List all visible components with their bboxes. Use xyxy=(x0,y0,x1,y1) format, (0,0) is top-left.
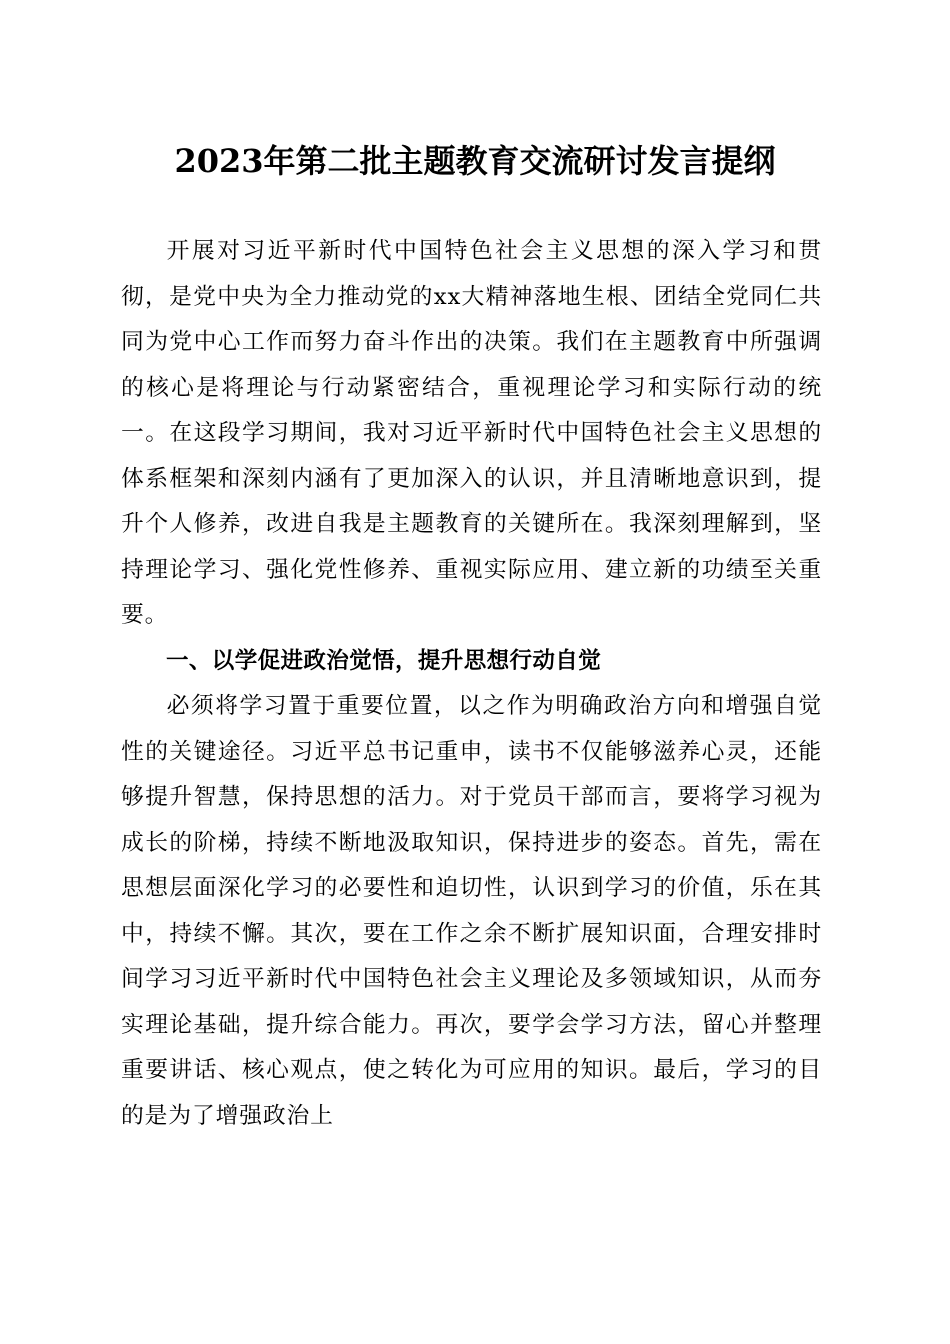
intro-paragraph: 开展对习近平新时代中国特色社会主义思想的深入学习和贯彻，是党中央为全力推动党的xx大精神落地生根、团结全党同仁共同为党中心工作而努力奋斗作出的决策。我们在主题教育中所强调的核心是将理论与行动紧密结合，重视理论学习和实际行动的统一。在这段学习期间，我对习近平新时代中国特色社会主义思想的体系框架和深刻内涵有了更加深入的认识，并且清晰地意识到，提升个人修养，改进自我是主题教育的关键所在。我深刻理解到，坚持理论学习、强化党性修养、重视实际应用、建立新的功绩至关重要。 xyxy=(121,238,822,628)
section-1-paragraph: 必须将学习置于重要位置，以之作为明确政治方向和增强自觉性的关键途径。习近平总书记重申，读书不仅能够滋养心灵，还能够提升智慧，保持思想的活力。对于党员干部而言，要将学习视为成长的阶梯，持续不断地汲取知识，保持进步的姿态。首先，需在思想层面深化学习的必要性和迫切性，认识到学习的价值，乐在其中，持续不懈。其次，要在工作之余不断扩展知识面，合理安排时间学习习近平新时代中国特色社会主义理论及多领域知识，从而夯实理论基础，提升综合能力。再次，要学会学习方法，留心并整理重要讲话、核心观点，使之转化为可应用的知识。最后，学习的目的是为了增强政治上 xyxy=(121,693,822,1129)
document-body xyxy=(121,229,822,1139)
section-1-heading: 一、以学促进政治觉悟，提升思想行动自觉 xyxy=(166,647,602,674)
document-title: 2023年第二批主题教育交流研讨发言提纲 xyxy=(174,142,776,180)
